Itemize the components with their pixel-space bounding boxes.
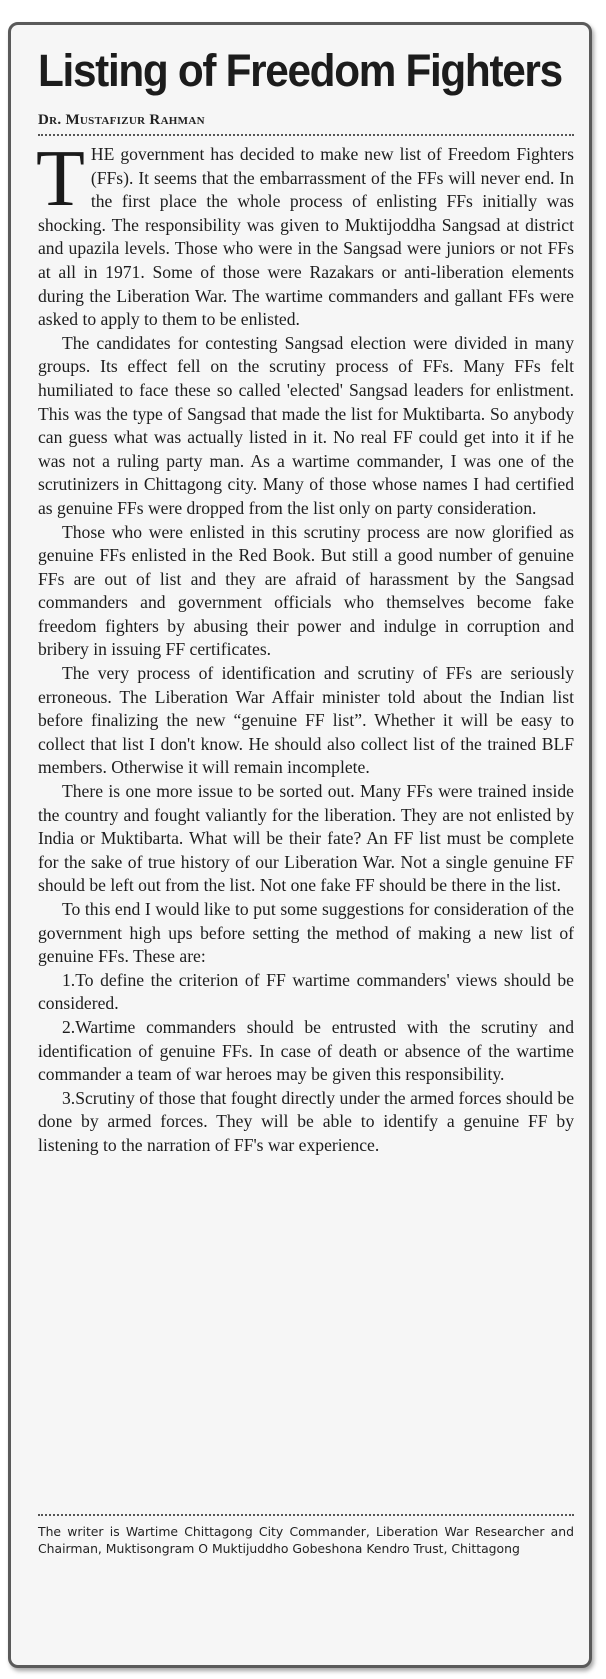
article-body [36, 135, 574, 1158]
paragraph: To this end I would like to put some suggestions for consideration of the government high ups before setting the method of making a new list of genuine FFs. These are: [38, 899, 574, 967]
author-note: The writer is Wartime Chittagong City Commander, Liberation War Researcher and Chairman, Muktisongram O Muktijuddho Gobeshona Kendro Trust, Chittagong [38, 1524, 574, 1556]
headline: Listing of Freedom Fighters [38, 45, 562, 96]
article-clipping [8, 22, 592, 1668]
byline-divider [38, 134, 574, 136]
paragraph: The very process of identification and scrutiny of FFs are seriously erroneous. The Liberation War Affair minister told about the Indian list before finalizing the new “genuine FF list”. Whether it will be easy to collect that list I don't know. He should also collect list of the trained BLF members. Otherwise it will remain incomplete. [38, 663, 574, 778]
paragraph [36, 135, 574, 332]
article-content [38, 43, 574, 1158]
suggestion-item: 2.Wartime commanders should be entrusted with the scrutiny and identification of genuine FFs. In case of death or absence of the wartime commander a team of war heroes may be given this responsibility. [38, 1016, 574, 1085]
paragraph: The candidates for contesting Sangsad election were divided in many groups. Its effect fell on the scrutiny process of FFs. Many FFs felt humiliated to face these so called 'elected' Sangsad leaders for enlistment. This was the type of Sangsad that made the list for Muktibarta. So anybody can guess what was actually listed in it. No real FF could get into it if he was not a ruling party man. As a wartime commander, I was one of the scrutinizers in Chittagong city. Many of those whose names I had certified as genuine FFs were dropped from the list only on party consideration. [38, 332, 574, 518]
suggestion-item: 1.To define the criterion of FF wartime commanders' views should be considered. [38, 969, 574, 1014]
paragraph-text: HE government has decided to make new list of Freedom Fighters (FFs). It seems that the embarrassment of the FFs will never end. In the first place the whole process of enlisting FFs initially was shocking. The responsibility was given to Muktijoddha Sangsad at district and upazila levels. Those who were in the Sangsad were juniors or not FFs at all in 1971. Some of those were Razakars or anti-liberation elements during the Liberation War. The wartime commanders and gallant FFs were asked to apply to them to be enlisted. [38, 144, 574, 330]
byline: Dr. Mustafizur Rahman [38, 112, 205, 128]
drop-cap: T [36, 135, 85, 223]
paragraph: Those who were enlisted in this scrutiny process are now glorified as genuine FFs enlisted in the Red Book. But still a good number of genuine FFs are out of list and they are afraid of harassment by the Sangsad commanders and government officials who themselves become fake freedom fighters by abusing their power and indulge in corruption and bribery in issuing FF certificates. [38, 521, 574, 660]
paragraph: There is one more issue to be sorted out. Many FFs were trained inside the country and fought valiantly for the liberation. They are not enlisted by India or Muktibarta. What will be their fate? An FF list must be complete for the sake of true history of our Liberation War. Not a single genuine FF should be left out from the list. Not one fake FF should be there in the list. [38, 781, 574, 896]
suggestion-item: 3.Scrutiny of those that fought directly under the armed forces should be done by armed forces. They will be able to identify a genuine FF by listening to the narration of FF's war experience. [38, 1087, 574, 1155]
footer-divider [38, 1514, 574, 1516]
